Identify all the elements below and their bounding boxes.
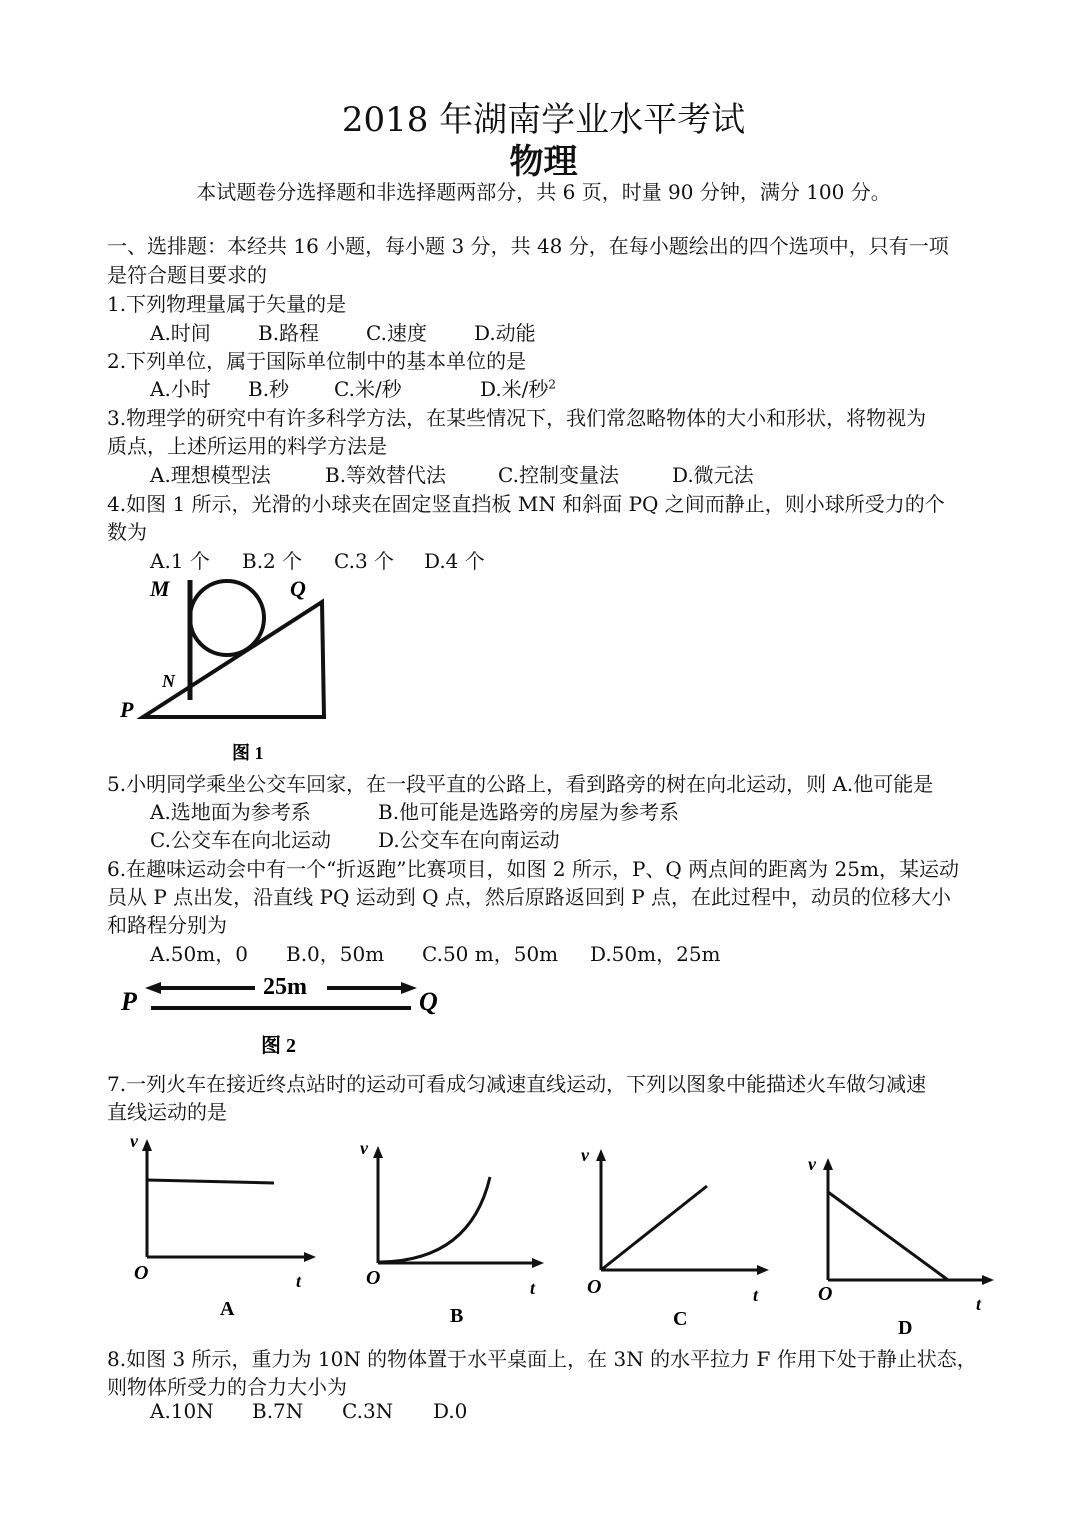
q5-option-d: D.公交车在向南运动 [378, 828, 560, 852]
section-instruction-line1: 一、选排题：本经共 16 小题，每小题 3 分，共 48 分，在每小题绘出的四个选项中，只有一项 [107, 234, 949, 258]
label-p: P [120, 697, 134, 722]
graph-b-v-label: v [360, 1138, 368, 1158]
graph-d-t-arrow [982, 1275, 994, 1285]
figure-2 [115, 966, 455, 1062]
q4-stem-line2: 数为 [107, 520, 147, 544]
q2-option-a: A.小时 [150, 377, 211, 401]
graph-b-o-label: O [366, 1267, 381, 1289]
label-n: N [162, 671, 175, 691]
graph-d-letter: D [898, 1317, 913, 1339]
graph-a-t-label: t [296, 1271, 302, 1291]
q8-option-b: B.7N [252, 1399, 304, 1423]
q1-option-a: A.时间 [150, 321, 211, 345]
q8-option-a: A.10N [150, 1399, 214, 1423]
ball [190, 581, 264, 655]
q8-stem-line2: 则物体所受力的合力大小为 [107, 1375, 347, 1399]
graph-c-o-label: O [587, 1276, 602, 1298]
graph-d-v-label: v [808, 1154, 816, 1174]
graph-a-v-label: v [130, 1131, 138, 1151]
graph-d-v-arrow [823, 1158, 833, 1170]
q6-option-b: B.0，50m [286, 942, 385, 966]
graph-a-o-label: O [134, 1262, 149, 1284]
exam-note: 本试题卷分选择题和非选择题两部分，共 6 页，时量 90 分钟，满分 100 分。 [196, 180, 891, 204]
section-instruction-line2: 是符合题目要求的 [107, 263, 267, 287]
graph-c-t-arrow [757, 1265, 769, 1275]
q3-stem-line1: 3.物理学的研究中有许多科学方法，在某些情况下，我们常忽略物体的大小和形状，将物视为 [107, 406, 927, 430]
graph-c-letter: C [673, 1308, 688, 1330]
exam-title: 2018 年湖南学业水平考试 [341, 100, 746, 140]
arrow-head-right [401, 982, 417, 994]
graph-b [340, 1132, 560, 1332]
graph-a-letter: A [220, 1298, 235, 1320]
graph-d-o-label: O [818, 1283, 833, 1305]
q2-option-d [480, 373, 556, 402]
q4-option-d: D.4 个 [424, 549, 485, 573]
q2-stem: 2.下列单位，属于国际单位制中的基本单位的是 [107, 349, 527, 373]
graph-d-t-label: t [976, 1294, 982, 1314]
graph-a [110, 1125, 330, 1325]
graph-b-letter: B [450, 1305, 464, 1327]
q5-stem: 5.小明同学乘坐公交车回家，在一段平直的公路上，看到路旁的树在向北运动，则 A.他可能是 [107, 772, 934, 796]
q8-option-c: C.3N [342, 1399, 394, 1423]
q8-stem-line1: 8.如图 3 所示，重力为 10N 的物体置于水平桌面上，在 3N 的水平拉力 F 作用下处于静止状态， [107, 1347, 977, 1371]
incline-pq [143, 602, 324, 717]
graph-c-v-label: v [581, 1145, 589, 1165]
q3-option-a: A.理想模型法 [150, 463, 271, 487]
q4-option-a: A.1 个 [150, 549, 210, 573]
graph-d [790, 1140, 1010, 1340]
q6-option-d: D.50m，25m [590, 942, 721, 966]
graph-b-t-label: t [530, 1278, 536, 1298]
q7-stem-line1: 7.一列火车在接近终点站时的运动可看成匀减速直线运动，下列以图象中能描述火车做匀减速 [107, 1072, 927, 1096]
figure-1-caption: 图 1 [232, 743, 264, 763]
figure-1 [110, 572, 350, 767]
graph-b-v-arrow [373, 1146, 383, 1158]
q1-option-b: B.路程 [258, 321, 320, 345]
label-q2: Q [419, 987, 438, 1016]
q6-stem-line2: 员从 P 点出发，沿直线 PQ 运动到 Q 点，然后原路返回到 P 点，在此过程中，动员的位移大小 [107, 885, 952, 909]
graph-a-v-arrow [142, 1139, 152, 1151]
graph-c [565, 1135, 785, 1335]
q2-option-d-sup: 2 [548, 377, 557, 392]
q6-stem-line3: 和路程分别为 [107, 913, 227, 937]
q6-option-a: A.50m，0 [150, 942, 248, 966]
q1-stem: 1.下列物理量属于矢量的是 [107, 292, 347, 316]
q3-option-b: B.等效替代法 [325, 463, 447, 487]
label-q: Q [290, 576, 306, 601]
q5-option-c: C.公交车在向北运动 [150, 828, 331, 852]
distance-label: 25m [263, 974, 307, 1000]
q2-option-b: B.秒 [248, 377, 290, 401]
graph-a-curve [147, 1180, 274, 1183]
graph-c-curve [601, 1186, 707, 1270]
q2-option-d-text: D.米/秒 [480, 377, 549, 401]
figure-2-caption: 图 2 [261, 1035, 296, 1057]
exam-subject: 物理 [509, 142, 578, 182]
graph-b-t-arrow [532, 1258, 544, 1268]
q3-option-d: D.微元法 [672, 463, 754, 487]
q4-option-c: C.3 个 [334, 549, 395, 573]
q8-option-d: D.0 [433, 1399, 468, 1423]
q1-option-c: C.速度 [366, 321, 427, 345]
label-m: M [150, 576, 170, 601]
q1-option-d: D.动能 [474, 321, 536, 345]
graph-a-t-arrow [304, 1252, 316, 1262]
q7-stem-line2: 直线运动的是 [107, 1100, 227, 1124]
graph-b-curve [378, 1177, 490, 1262]
q5-option-b: B.他可能是选路旁的房屋为参考系 [378, 800, 680, 824]
q5-option-a: A.选地面为参考系 [150, 800, 311, 824]
q2-option-c: C.米/秒 [334, 377, 402, 401]
q6-stem-line1: 6.在趣味运动会中有一个“折返跑”比赛项目，如图 2 所示，P、Q 两点间的距离为 25m，某运动 [107, 857, 959, 881]
q3-option-c: C.控制变量法 [498, 463, 619, 487]
label-p2: P [121, 987, 137, 1016]
q4-stem-line1: 4.如图 1 所示，光滑的小球夹在固定竖直挡板 MN 和斜面 PQ 之间而静止，则小球所受力的个 [107, 492, 945, 516]
graph-c-t-label: t [753, 1285, 759, 1305]
graph-c-v-arrow [596, 1149, 606, 1161]
graph-d-curve [828, 1192, 948, 1280]
q6-option-c: C.50 m，50m [422, 942, 559, 966]
arrow-head-left [145, 982, 161, 994]
q4-option-b: B.2 个 [242, 549, 303, 573]
q3-stem-line2: 质点，上述所运用的料学方法是 [107, 434, 387, 458]
